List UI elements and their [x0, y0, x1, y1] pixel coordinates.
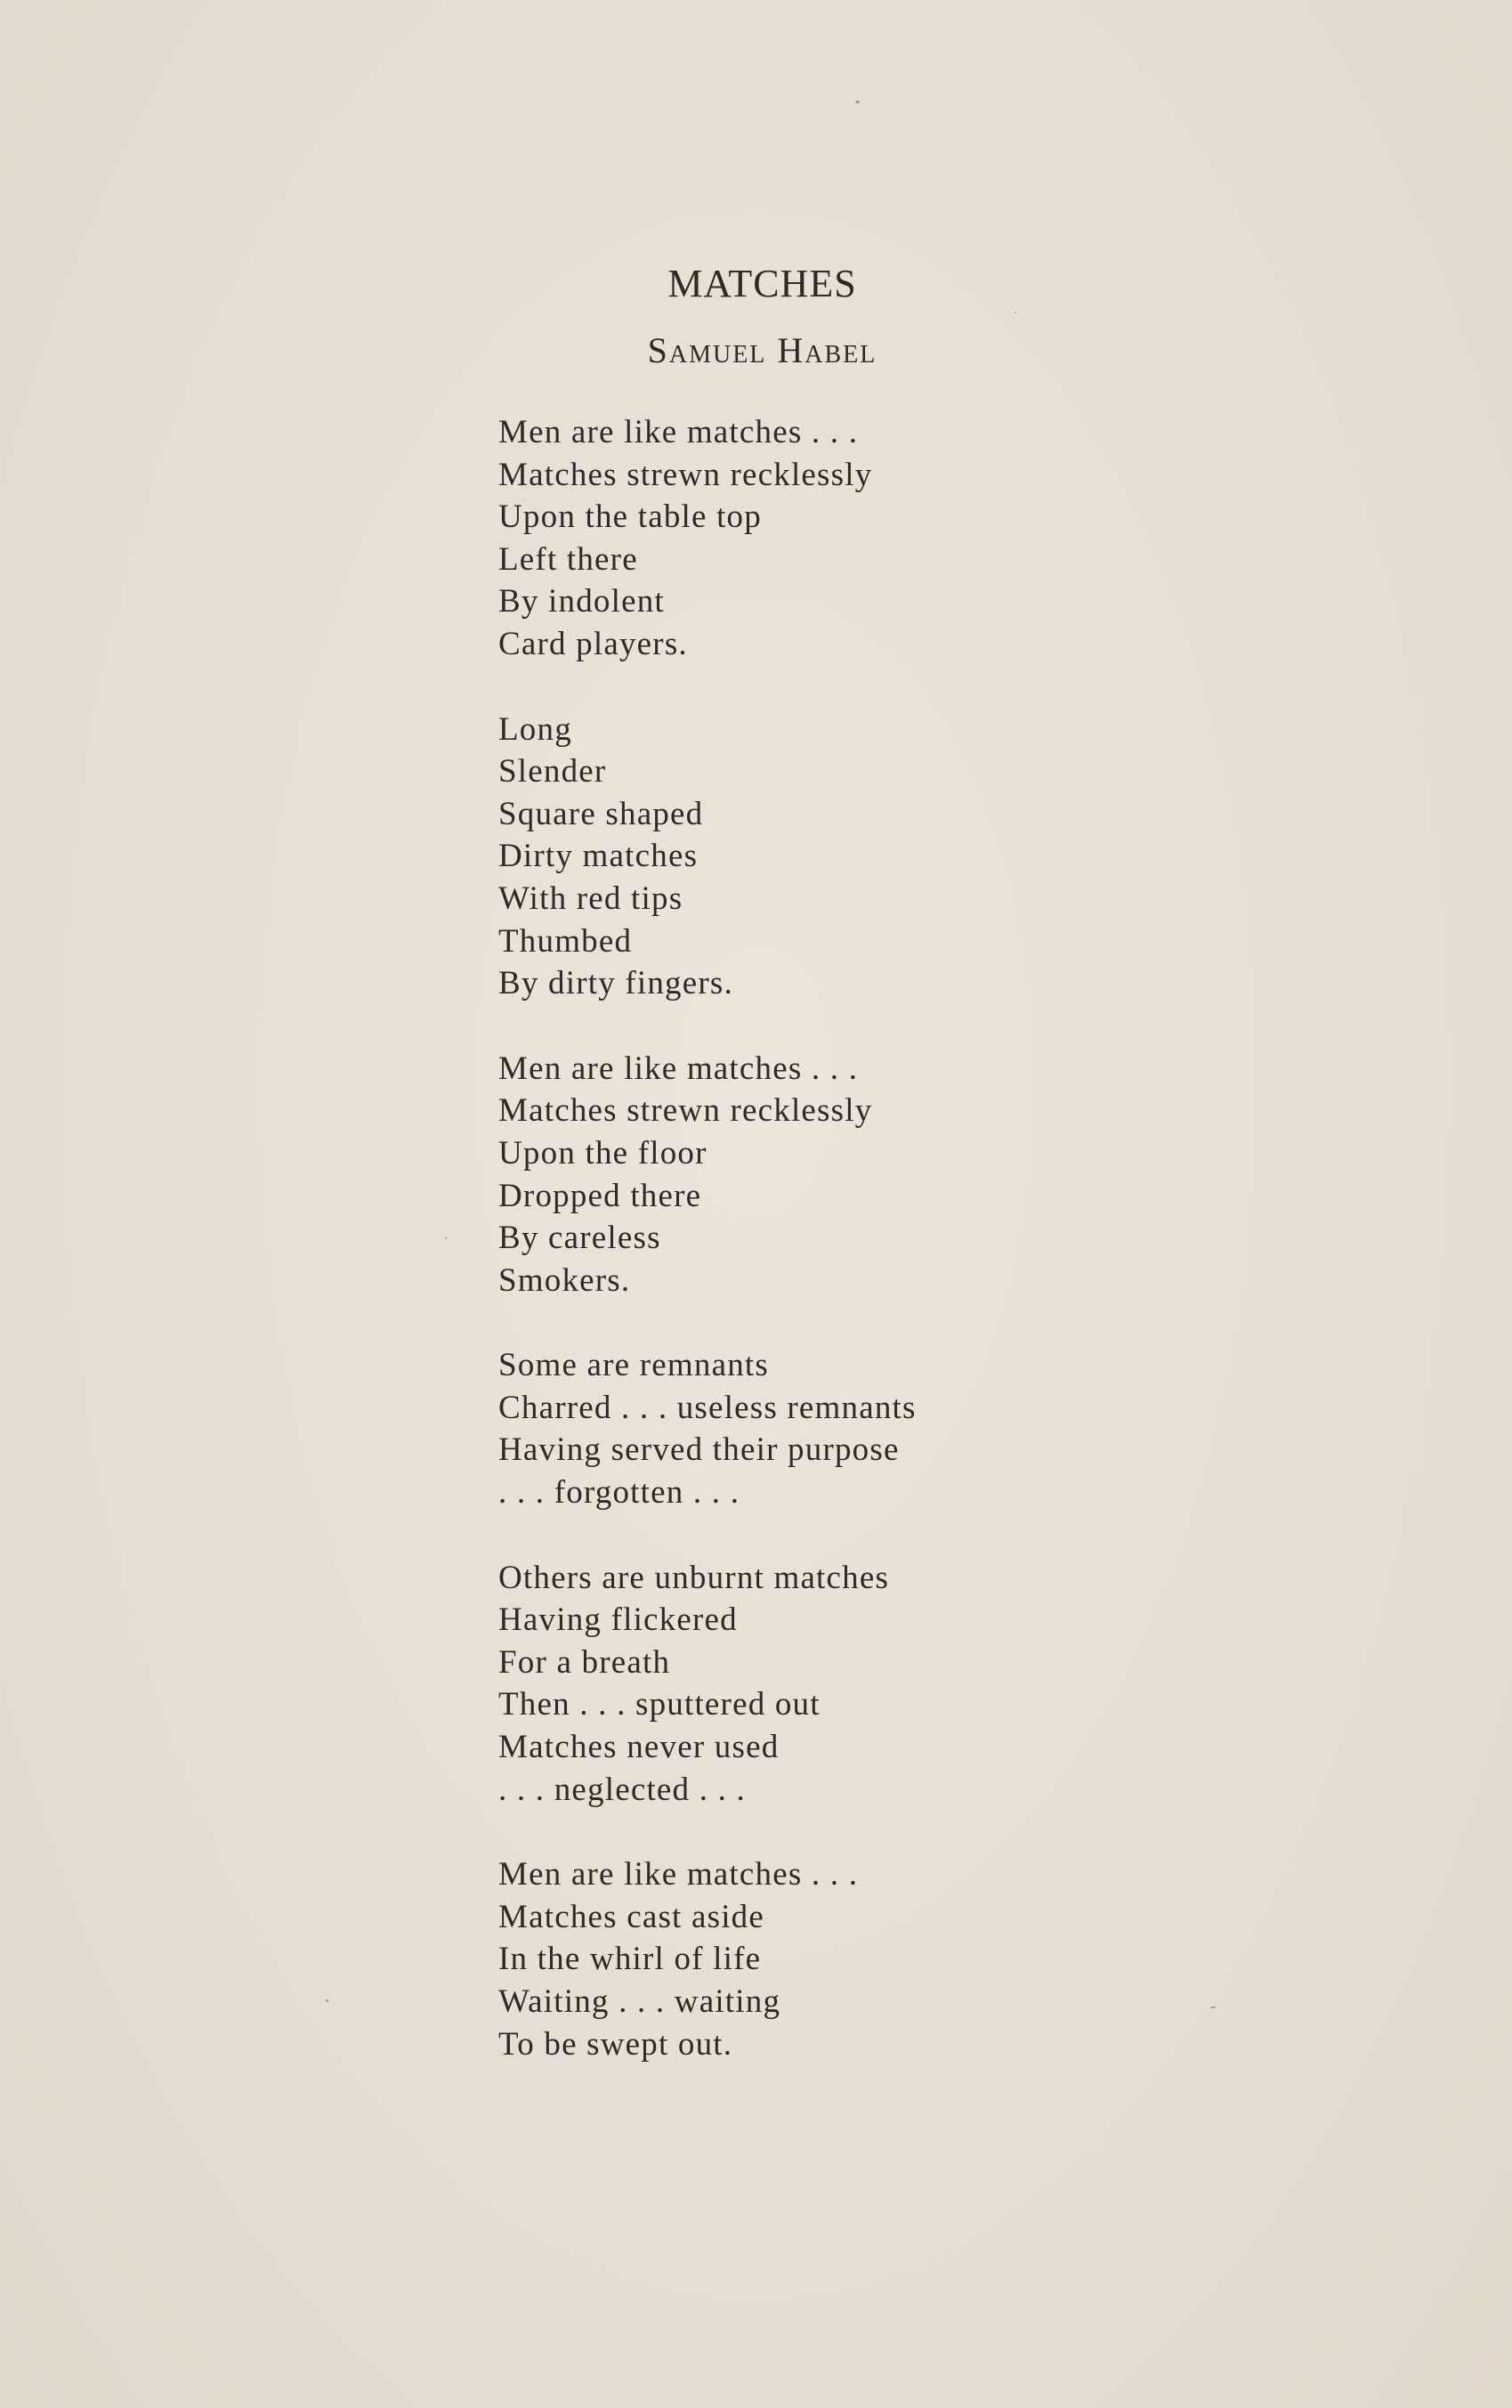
poem-line: Square shaped: [498, 795, 704, 832]
paper-speck: [445, 1237, 447, 1239]
poem-title: MATCHES: [667, 262, 857, 305]
poem-line: Left there: [498, 540, 638, 578]
poem-line: Matches strewn recklessly: [498, 456, 873, 493]
poem-author: Samuel Habel: [647, 330, 877, 370]
poem-line: Others are unburnt matches: [498, 1559, 890, 1596]
stanza: [498, 1853, 1388, 2065]
poem-line: Having served their purpose: [498, 1431, 900, 1469]
stanza: [498, 1344, 1388, 1513]
poem-line: Matches cast aside: [498, 1898, 764, 1935]
poem-line: Dirty matches: [498, 838, 699, 875]
poem-line: Waiting . . . waiting: [498, 1983, 781, 2020]
poem-line: Smokers.: [498, 1261, 631, 1299]
poem-line: With red tips: [498, 880, 683, 917]
poem-line: Some are remnants: [498, 1347, 769, 1384]
poem-line: Charred . . . useless remnants: [498, 1389, 917, 1426]
poem-line: . . . forgotten . . .: [498, 1474, 740, 1512]
poem-line: Then . . . sputtered out: [498, 1686, 821, 1723]
poem-line: . . . neglected . . .: [498, 1771, 746, 1808]
poem-line: Dropped there: [498, 1177, 702, 1214]
poem-line: Men are like matches . . .: [498, 414, 859, 450]
stanza: [498, 1048, 1388, 1302]
poem-line: By dirty fingers.: [498, 965, 733, 1002]
poem-line: Long: [498, 710, 572, 748]
poem-line: Upon the floor: [498, 1134, 707, 1172]
poem-line: For a breath: [498, 1643, 671, 1681]
paper-speck: [326, 1999, 328, 2002]
poem-body: [498, 411, 1388, 2108]
poem-line: Having flickered: [498, 1601, 738, 1639]
poem-line: In the whirl of life: [498, 1941, 762, 1978]
poem-line: Thumbed: [498, 922, 633, 960]
poem-line: By careless: [498, 1220, 661, 1257]
poem-line: Matches strewn recklessly: [498, 1092, 873, 1130]
paper-speck: [1015, 312, 1016, 313]
stanza: [498, 1557, 1388, 1812]
stanza: [498, 709, 1388, 1005]
poem-line: To be swept out.: [498, 2025, 733, 2063]
poem-line: Men are like matches . . .: [498, 1856, 859, 1893]
poem-line: Matches never used: [498, 1729, 780, 1766]
paper-speck: [855, 101, 860, 103]
poem-line: Card players.: [498, 625, 688, 662]
poem-line: Men are like matches . . .: [498, 1050, 859, 1087]
poem-line: Upon the table top: [498, 499, 762, 536]
poem-line: Slender: [498, 753, 607, 791]
poem-line: By indolent: [498, 583, 665, 620]
stanza: [498, 411, 1388, 666]
